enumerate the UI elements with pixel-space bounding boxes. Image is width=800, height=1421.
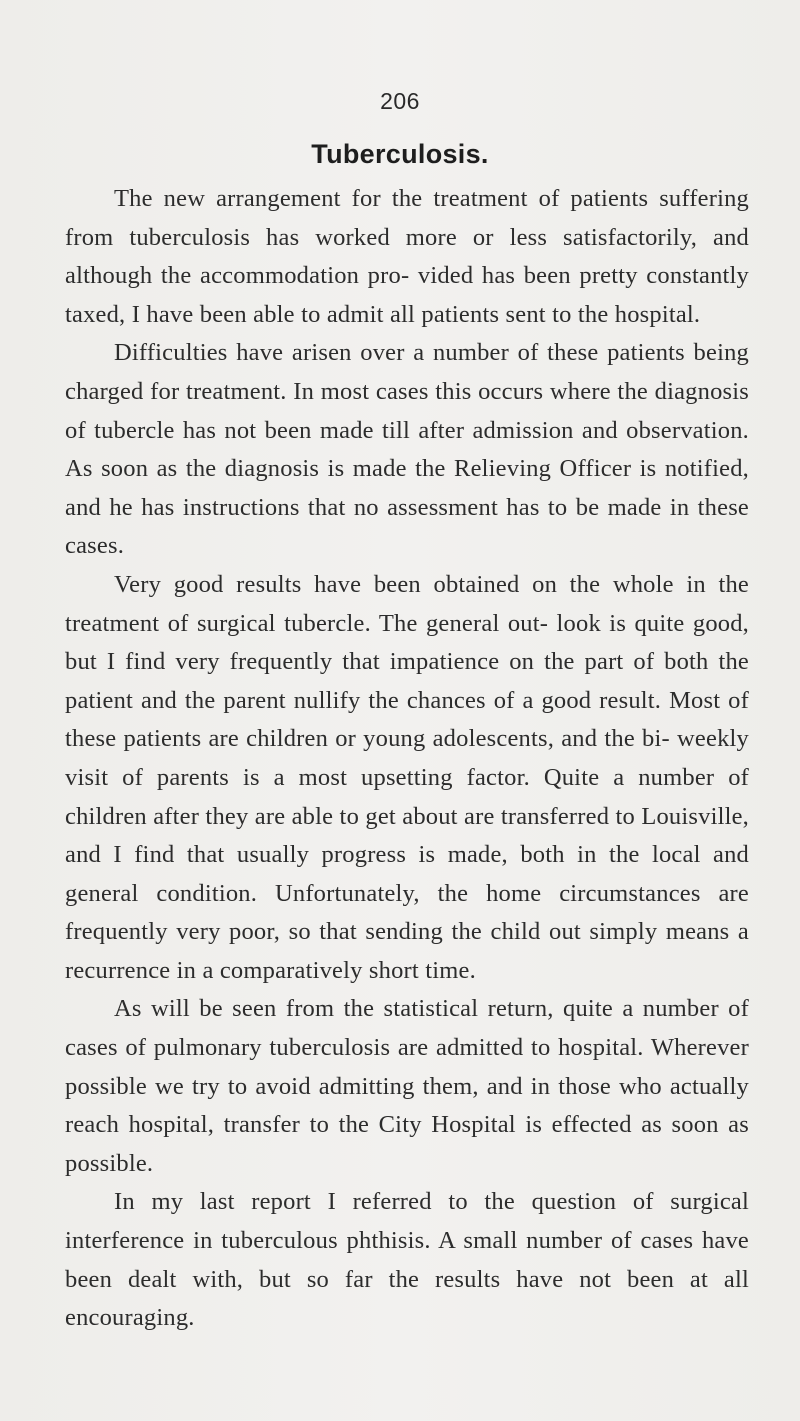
paragraph-5: In my last report I referred to the question of surgical interference in tuberculous phthisis. A small number of cases have been dealt with, but so far the results have not been at all encouraging.: [65, 1188, 749, 1332]
paragraph-2: Difficulties have arisen over a number of these patients being charged for treatment. In most cases this occurs where the diagnosis of tubercle has not been made till after admission and observation. As soon as the diagnosis is made the Relieving Officer is notified, and he has instructions that no assessment has to be made in these cases.: [65, 339, 749, 560]
paragraph-3: Very good results have been obtained on the whole in the treatment of surgical tubercle. The general out- look is quite good, but I find very frequently that impatience on the part of both the patient and the parent nullify the chances of a good result. Most of these patients are children or young adolescents, and the bi- weekly visit of parents is a most upsetting factor. Quite a number of children after they are able to get about are transferred to Louisville, and I find that usually progress is made, both in the local and general condition. Unfortunately, the home circumstances are frequently very poor, so that sending the child out simply means a recurrence in a comparatively short time.: [65, 570, 749, 984]
section-heading: Tuberculosis.: [311, 139, 489, 169]
body-text: [65, 180, 749, 1338]
paragraph-4: As will be seen from the statistical return, quite a number of cases of pulmonary tuberculosis are admitted to hospital. Wherever possible we try to avoid admitting them, and in those who actually reach hospital, transfer to the City Hospital is effected as soon as possible.: [65, 995, 749, 1177]
page-number: 206: [380, 88, 420, 114]
paragraph-1: The new arrangement for the treatment of patients suffering from tuberculosis has worked more or less satisfactorily, and although the accommodation pro- vided has been pretty constantly taxed, I have been able to admit all patients sent to the hospital.: [65, 185, 749, 328]
